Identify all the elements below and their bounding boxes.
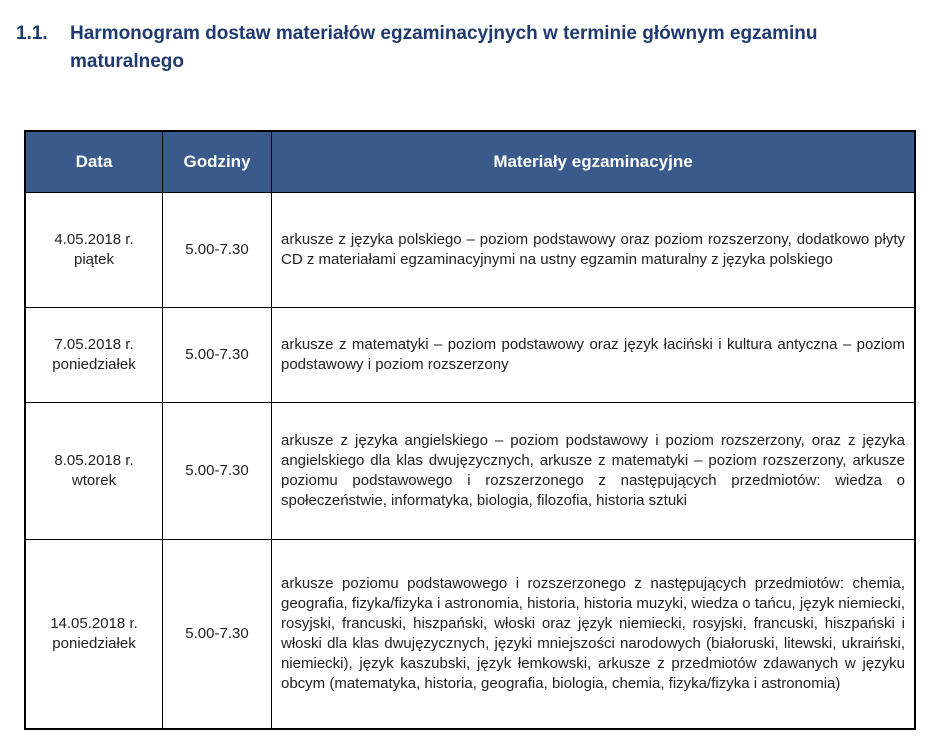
delivery-schedule-table [24, 130, 916, 730]
section-heading [16, 20, 900, 76]
table-row [25, 308, 915, 403]
hours-cell: 5.00-7.30 [163, 308, 272, 403]
day-text: piątek [73, 251, 115, 268]
materials-cell: arkusze z matematyki – poziom podstawowy oraz język łaciński i kultura antyczna – poziom podstawowy i poziom rozszerzony [272, 308, 916, 403]
hours-cell: 5.00-7.30 [163, 403, 272, 540]
day-text: poniedziałek [52, 356, 136, 373]
section-number: 1.1. [16, 23, 48, 44]
table-row [25, 193, 915, 308]
hours-cell: 5.00-7.30 [163, 193, 272, 308]
date-text: 8.05.2018 r. [54, 452, 134, 469]
date-cell [25, 403, 163, 540]
materials-cell: arkusze z języka polskiego – poziom podstawowy oraz poziom rozszerzony, dodatkowo płyty CD z materiałami egzaminacyjnymi na ustny egzamin maturalny z języka polskiego [272, 193, 916, 308]
date-text: 14.05.2018 r. [50, 615, 138, 632]
date-cell [25, 308, 163, 403]
day-text: wtorek [71, 472, 117, 489]
header-materials: Materiały egzaminacyjne [272, 131, 916, 193]
header-hours: Godziny [163, 131, 272, 193]
date-text: 4.05.2018 r. [54, 231, 134, 248]
header-date: Data [25, 131, 163, 193]
date-cell [25, 540, 163, 730]
day-text: poniedziałek [52, 635, 136, 652]
date-text: 7.05.2018 r. [54, 336, 134, 353]
table-row [25, 540, 915, 730]
materials-cell: arkusze z języka angielskiego – poziom podstawowy i poziom rozszerzony, oraz z języka angielskiego dla klas dwujęzycznych, arkusze z matematyki – poziom rozszerzony, arkusze poziomu podstawowego i rozszerzonego z następujących przedmiotów: wiedza o społeczeństwie, informatyka, biologia, filozofia, historia sztuki [272, 403, 916, 540]
date-cell [25, 193, 163, 308]
hours-cell: 5.00-7.30 [163, 540, 272, 730]
section-title: Harmonogram dostaw materiałów egzaminacyjnych w terminie głównym egzaminu maturalnego [70, 23, 818, 72]
table-row [25, 403, 915, 540]
table-header-row [25, 131, 915, 193]
materials-cell: arkusze poziomu podstawowego i rozszerzonego z następujących przedmiotów: chemia, geografia, fizyka/fizyka i astronomia, historia, historia muzyki, wiedza o tańcu, język niemiecki, rosyjski, francuski, hiszpański, włoski oraz język niemiecki, rosyjski, francuski, hiszpański i włoski dla klas dwujęzycznych, języki mniejszości narodowych (białoruski, litewski, ukraiński, niemiecki), język kaszubski, język łemkowski, arkusze z przedmiotów zdawanych w języku obcym (matematyka, historia, geografia, biologia, chemia, fizyka/fizyka i astronomia) [272, 540, 916, 730]
